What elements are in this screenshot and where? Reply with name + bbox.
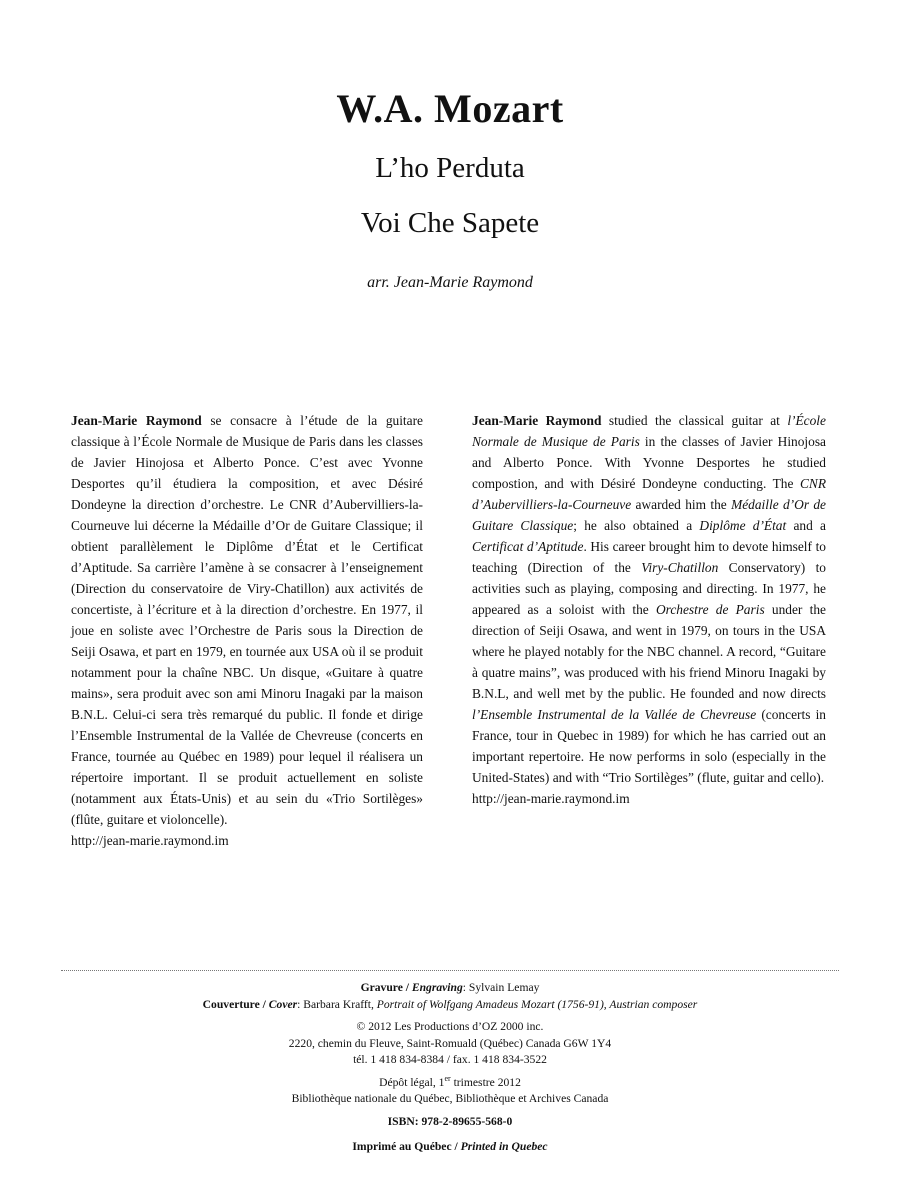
arranger-credit: arr. Jean-Marie Raymond xyxy=(367,274,533,291)
engraving-value: : Sylvain Lemay xyxy=(462,981,540,994)
bio-en-name: Jean-Marie Raymond xyxy=(472,413,602,428)
bio-en-t8: under the direction of Seiji Osawa, and went in 1979, on tours in the USA where he played notably for the NBC channel. A record, “Guitare à quatre mains”, was produced with his friend Minoru Inagaki by B.N.L, and well met by the public. He founded and now directs xyxy=(472,602,826,701)
bio-fr-url[interactable]: http://jean-marie.raymond.im xyxy=(71,833,229,848)
bio-en-t2: in the classes of Javier Hinojosa and Alberto Ponce. With Yvonne Desportes he studied compostion, and with Désiré Dondeyne conducting. The xyxy=(472,434,826,491)
deposit-text-a: Dépôt légal, 1 xyxy=(379,1075,445,1089)
composer-name: W.A. Mozart xyxy=(336,86,564,131)
biography-english-text xyxy=(472,410,826,788)
copyright-line: © 2012 Les Productions d’OZ 2000 inc. xyxy=(356,1020,544,1033)
engraving-label: Gravure / xyxy=(360,981,412,994)
cover-value: Portrait of Wolfgang Amadeus Mozart (1756-91), Austrian composer xyxy=(376,997,698,1011)
bio-en-t6: . His career brought him to devote himself to teaching (Direction of the xyxy=(472,539,826,575)
piece-title-2: Voi Che Sapete xyxy=(360,207,540,239)
deposit-sup: er xyxy=(444,1073,451,1083)
bio-en-i1: l’École Normale de Musique de Paris xyxy=(472,413,826,449)
bio-en-i6: Viry-Chatillon xyxy=(641,560,719,575)
address-line: 2220, chemin du Fleuve, Saint-Romuald (Québec) Canada G6W 1Y4 xyxy=(288,1036,612,1050)
isbn: ISBN: 978-2-89655-568-0 xyxy=(387,1114,513,1128)
bio-fr-name: Jean-Marie Raymond xyxy=(71,413,202,428)
biography-english xyxy=(472,410,826,809)
phone-line: tél. 1 418 834-8384 / fax. 1 418 834-3522 xyxy=(353,1053,547,1066)
engraving-label-en: Engraving xyxy=(411,981,463,994)
deposit-text-b: trimestre 2012 xyxy=(450,1075,521,1089)
piece-title-1: L’ho Perduta xyxy=(375,152,525,184)
cover-label-en: Cover xyxy=(268,997,298,1011)
engraving-credit xyxy=(100,980,800,997)
publication-credits xyxy=(100,980,800,1156)
legal-deposit-line xyxy=(100,1075,800,1092)
isbn-line xyxy=(100,1114,800,1131)
libraries-line: Bibliothèque nationale du Québec, Bibliothèque et Archives Canada xyxy=(291,1092,609,1105)
cover-credit xyxy=(100,997,800,1014)
printed-line xyxy=(100,1139,800,1156)
bio-en-t4: ; he also obtained a xyxy=(573,518,700,533)
bio-fr-text: se consacre à l’étude de la guitare classique à l’École Normale de Musique de Paris dans les classes de Javier Hinojosa et Alberto Ponce. C’est avec Yvonne Desportes qu’il étudiera la composition, et avec Désiré Dondeyne la direction d’orchestre. Le CNR d’Aubervilliers-la-Courneuve lui décerne la Médaille d’Or de Guitare Classique; il obtient parallèlement le Diplôme d’État et le Certificat d’Aptitude. Sa carrière l’amène à se consacrer à l’enseignement (Direction du conservatoire de Viry-Chatillon) aux activités de concertiste, à l’écriture et à la direction d’orchestre. En 1977, il joue en soliste avec l’Orchestre de Paris sous la Direction de Seiji Osawa, et part en 1979, en tournée aux USA où il se produit notamment pour la chaîne NBC. Un disque, «Guitare à quatre mains», sera produit avec son ami Minoru Inagaki par la maison B.N.L. Celui-ci sera très remarqué du public. Il fonde et dirige l’Ensemble Instrumental de la Vallée de Chevreuse (concerts en France, tournée au Québec en 1989) pour lequel il réalisera un répertoire important. Il se produit actuellement en soliste (notamment aux États-Unis) et au sein du «Trio Sortilèges» (flûte, guitare et violoncelle). xyxy=(71,413,423,827)
cover-artist: : Barbara Krafft, xyxy=(297,997,377,1011)
bio-en-t9: (concerts in France, tour in Quebec in 1989) for which he has carried out an important repertoire. He now performs in solo (especially in the United-States) and with “Trio Sortilèges” (flute, guitar and cello). xyxy=(472,707,826,785)
biography-french-text xyxy=(71,410,423,830)
bio-en-i8: l’Ensemble Instrumental de la Vallée de Chevreuse xyxy=(472,707,757,722)
bio-en-url[interactable]: http://jean-marie.raymond.im xyxy=(472,791,630,806)
bio-en-i3: Médaille d’Or de Guitare Classique xyxy=(472,497,826,533)
bio-en-i5: Certificat d’Aptitude xyxy=(472,539,584,554)
bio-en-t7: Conservatory) to activities such as playing, composing and directing. In 1977, he appeared as a soloist with the xyxy=(472,560,826,617)
biography-french xyxy=(71,410,423,851)
printed-fr: Imprimé au Québec / xyxy=(352,1140,461,1153)
bio-en-i2: CNR d’Aubervilliers-la-Courneuve xyxy=(472,476,826,512)
dotted-divider xyxy=(61,970,839,971)
bio-en-i4: Diplôme d’État xyxy=(699,518,787,533)
bio-en-t3: awarded him the xyxy=(631,497,732,512)
bio-en-t5: and a xyxy=(786,518,826,533)
printed-en: Printed in Quebec xyxy=(460,1140,548,1153)
bio-en-t1: studied the classical guitar at xyxy=(601,413,788,428)
bio-en-i7: Orchestre de Paris xyxy=(655,602,765,617)
cover-label: Couverture / xyxy=(202,997,269,1011)
